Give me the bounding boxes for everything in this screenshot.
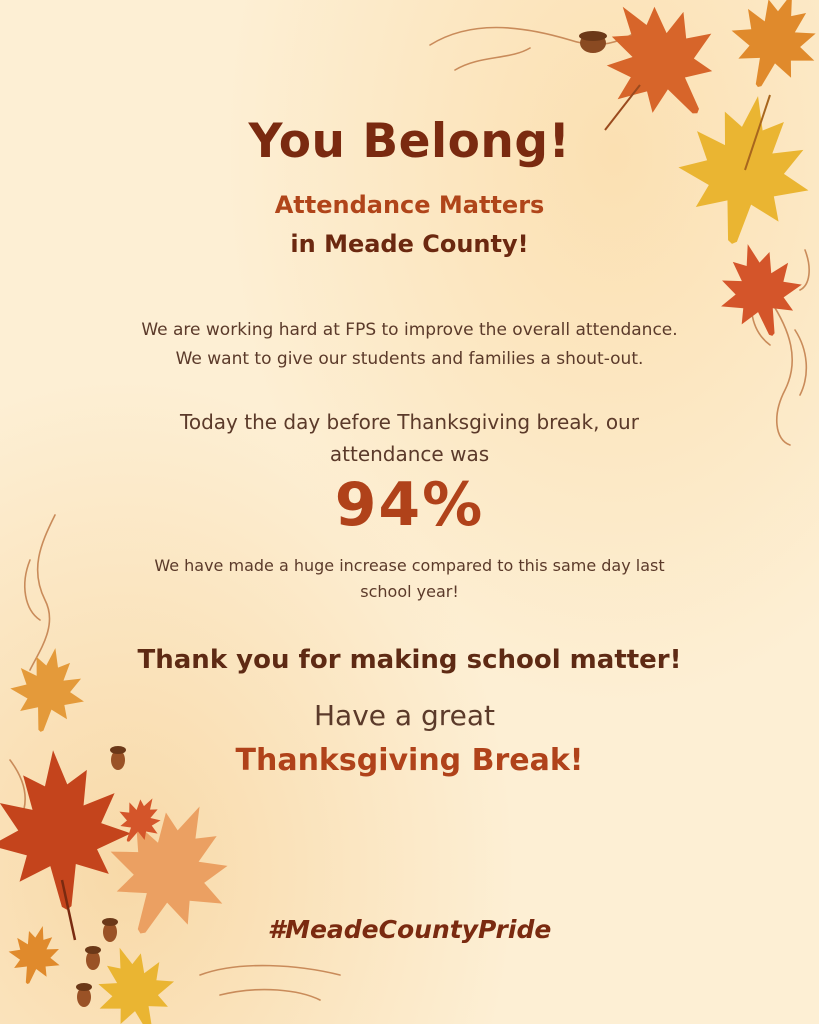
maple-leaf-icon [717,0,819,102]
hashtag: #MeadeCountyPride [267,915,552,944]
increase-paragraph [0,553,819,605]
thank-you-heading: Thank you for making school matter! [137,645,682,675]
intro-paragraph [0,316,819,374]
acorn-icon [76,983,92,1007]
attendance-paragraph [0,406,819,470]
attendance-line-1: Today the day before Thanksgiving break, our [180,410,639,434]
acorn-icon [85,946,101,970]
closing-line-2: Thanksgiving Break! [235,743,584,778]
closing-line-1: Have a great [313,699,495,732]
poster-title: You Belong! [248,114,571,169]
attendance-percent: 94% [334,470,485,540]
increase-line-1: We have made a huge increase compared to this same day last [154,556,665,575]
intro-line-2: We want to give our students and families a shout-out. [175,349,644,369]
subtitle-attendance-matters: Attendance Matters [274,191,545,219]
attendance-line-2: attendance was [329,442,490,466]
intro-line-1: We are working hard at FPS to improve the overall attendance. [141,320,678,340]
increase-line-2: school year! [360,582,459,601]
acorn-icon [579,31,607,53]
subtitle-meade-county: in Meade County! [290,230,529,258]
